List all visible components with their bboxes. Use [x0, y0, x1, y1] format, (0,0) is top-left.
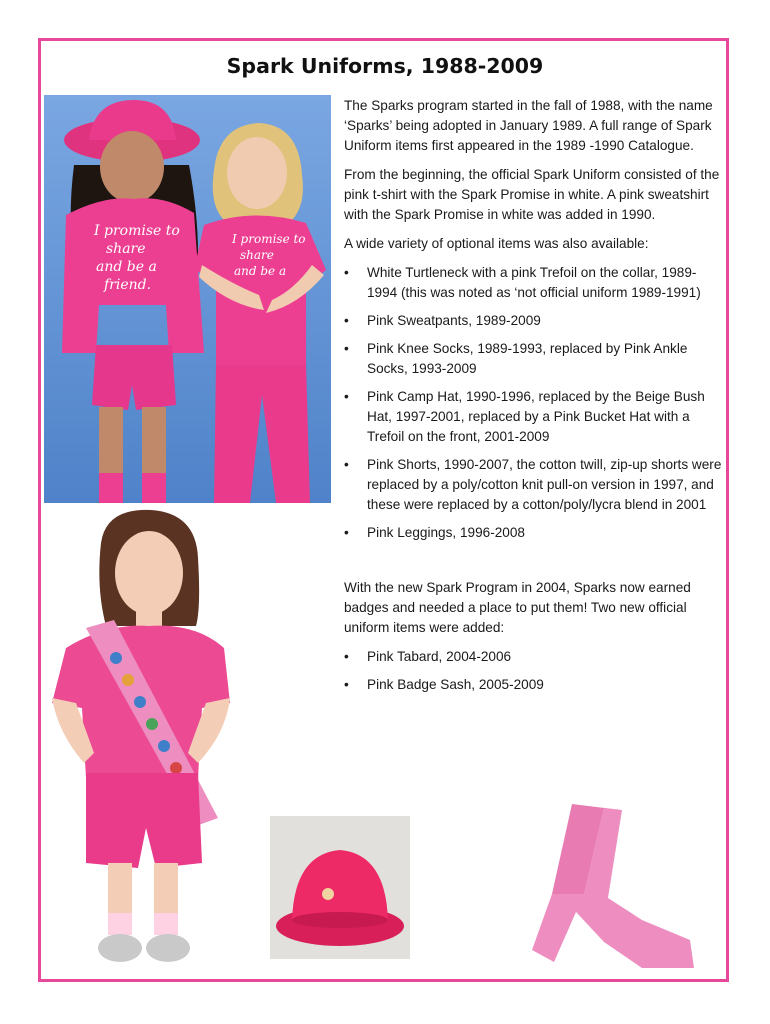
photo-spark-with-sash	[46, 508, 232, 978]
list-item: • Pink Knee Socks, 1989-1993, replaced by Pink Ankle Socks, 1993-2009	[344, 339, 724, 379]
intro-paragraph: The Sparks program started in the fall of 1988, with the name ‘Sparks’ being adopted in January 1989. A full range of Spark Uniform items first appeared in the 1989 -1990 Catalogue.	[344, 98, 713, 153]
photo-bucket-hat	[270, 816, 410, 959]
list-item: • White Turtleneck with a pink Trefoil on the collar, 1989-1994 (this was noted as ‘not official uniform 1989-1991)	[344, 263, 724, 303]
list-item: • Pink Shorts, 1990-2007, the cotton twill, zip-up shorts were replaced by a poly/cotton knit pull-on version in 1997, and these were replaced by a cotton/poly/lycra blend in 2001	[344, 455, 724, 515]
optional-items-list	[344, 263, 724, 543]
optional-items-intro: A wide variety of optional items was also available:	[344, 236, 649, 251]
svg-text:I promise to: I promise to	[94, 223, 180, 239]
uniform-history-text	[344, 96, 724, 704]
svg-text:and be a: and be a	[234, 264, 287, 278]
page-title: Spark Uniforms, 1988-2009	[226, 54, 544, 78]
svg-text:and be a: and be a	[96, 259, 157, 275]
official-uniform-paragraph: From the beginning, the official Spark Uniform consisted of the pink t-shirt with the Spark Promise in white. A pink sweatshirt with the Spark Promise in white was added in 1990.	[344, 167, 720, 222]
list-item: • Pink Camp Hat, 1990-1996, replaced by the Beige Bush Hat, 1997-2001, replaced by a Pink Bucket Hat with a Trefoil on the front, 2001-2009	[344, 387, 724, 447]
photo-two-sparks	[44, 95, 331, 503]
svg-text:share: share	[106, 241, 146, 257]
list-item: • Pink Tabard, 2004-2006	[344, 647, 724, 667]
svg-text:friend.: friend.	[104, 277, 152, 293]
list-item: • Pink Badge Sash, 2005-2009	[344, 675, 724, 695]
svg-text:I promise to: I promise to	[232, 232, 306, 246]
photo-badge-sash	[524, 802, 696, 970]
list-item: • Pink Sweatpants, 1989-2009	[344, 311, 724, 331]
list-item: • Pink Leggings, 1996-2008	[344, 523, 724, 543]
program-2004-paragraph: With the new Spark Program in 2004, Sparks now earned badges and needed a place to put them! Two new official uniform items were added:	[344, 580, 691, 635]
svg-text:share: share	[240, 248, 274, 262]
new-items-list	[344, 647, 724, 695]
